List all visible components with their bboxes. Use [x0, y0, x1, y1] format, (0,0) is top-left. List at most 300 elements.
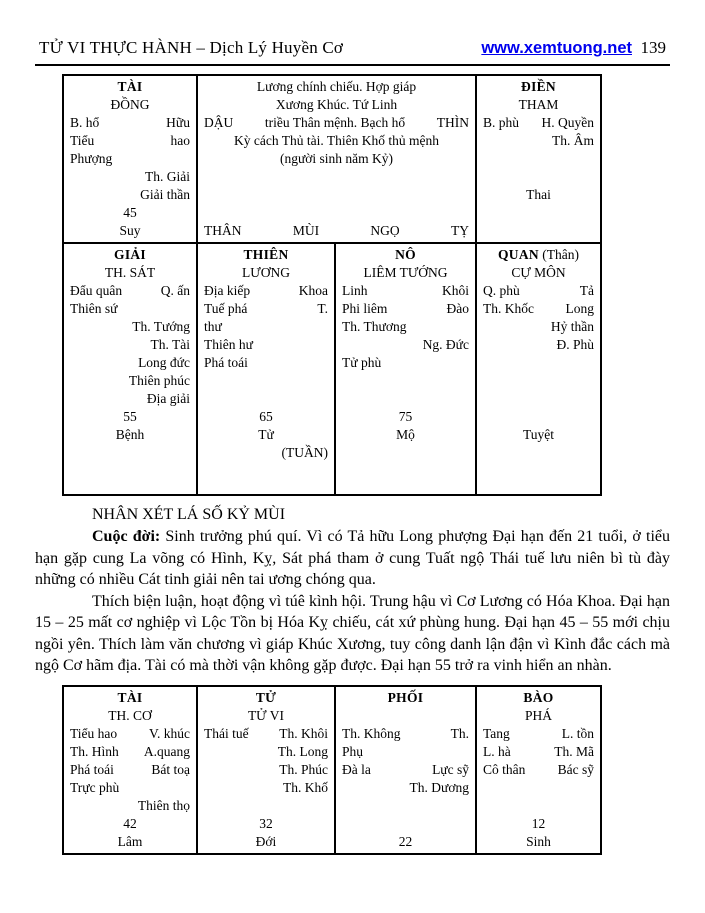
cell-text-center [204, 779, 283, 797]
analysis-section [35, 504, 670, 677]
cell-text-center: 55 [123, 409, 137, 424]
cell-text-right: V. khúc [148, 725, 190, 741]
cell-text-center [511, 743, 555, 761]
cell-line [342, 354, 469, 372]
cell-line [70, 246, 190, 264]
cell-text-center: Tử [258, 427, 274, 442]
cell-text-right: Giải thần [140, 187, 190, 202]
cell-text-center [483, 372, 594, 390]
cell-text-center [117, 725, 149, 743]
cell-line [483, 390, 594, 408]
cell-text-left: Đà la [342, 761, 371, 777]
cell-line [342, 426, 469, 444]
cell-text-center: TH. CƠ [108, 707, 152, 723]
cell-text-center [70, 797, 138, 815]
cell-text-center [406, 318, 469, 336]
cell-line [204, 114, 469, 132]
cell-text-right: Bác sỹ [557, 761, 594, 777]
cell-text-center: 32 [259, 815, 273, 831]
cell-line [204, 444, 328, 462]
cell-text-center [387, 300, 446, 318]
cell-line [204, 372, 328, 390]
cell-line [483, 264, 594, 282]
cell-text-center [342, 372, 469, 390]
cell-line [483, 797, 594, 815]
cell-line [204, 354, 328, 372]
cell-line [483, 408, 594, 426]
cell-text-center [371, 761, 432, 779]
cell-text-center: 75 [398, 409, 413, 424]
cell-text-center: TH. SÁT [104, 265, 156, 280]
cell-line [70, 336, 190, 354]
cell-line [70, 408, 190, 426]
cell-line [204, 78, 469, 96]
book-title: TỬ VI THỰC HÀNH – Dịch Lý Huyền Cơ [39, 38, 344, 57]
cell-text-center [70, 186, 140, 204]
cell-line [483, 336, 594, 354]
website-link[interactable]: www.xemtuong.net [481, 39, 632, 57]
cell-text-right: Th. Giải [145, 169, 190, 184]
cell-text-center [117, 300, 190, 318]
chart-cell-thien-luong [196, 244, 334, 494]
cell-line [483, 354, 594, 372]
cell-line [70, 833, 190, 851]
cell-text-center: TÀI [117, 79, 143, 94]
cell-text-center [342, 707, 469, 725]
cell-text-center: TỬ [255, 689, 277, 705]
cell-text-center [122, 282, 161, 300]
cell-line [70, 743, 190, 761]
cell-line [483, 150, 594, 168]
cell-text-center [520, 282, 580, 300]
cell-line [483, 761, 594, 779]
cell-text-right: Hữu [166, 115, 190, 130]
cell-text-center [510, 725, 562, 743]
cell-text-right: Long đức [138, 355, 190, 370]
cell-line [70, 707, 190, 725]
cell-text-right: hao [170, 133, 190, 148]
cell-line [483, 426, 594, 444]
cell-text-center: TỬ VI [247, 707, 285, 723]
cell-line [204, 797, 328, 815]
cell-line [342, 318, 469, 336]
cell-line [342, 779, 469, 797]
cell-line [70, 372, 190, 390]
chart-cell-no-liem-tuong [334, 244, 475, 494]
cell-text-center: PHÁ [524, 707, 552, 723]
cell-line [342, 725, 469, 743]
cell-line [70, 114, 190, 132]
analysis-paragraph-2 [35, 591, 670, 677]
cell-line [204, 204, 469, 222]
cell-line [70, 797, 190, 815]
cell-text-center: LƯƠNG [242, 265, 290, 280]
cell-text-center: CỰ MÔN [511, 265, 566, 280]
cell-text-right: Hỷ thần [550, 319, 594, 334]
cell-text-right: (TUẦN) [281, 445, 328, 460]
cell-text-left: Tử phù [342, 355, 382, 370]
cell-text-center: Lương chính chiếu. Hợp giáp [256, 79, 417, 94]
cell-text-left: Phi liêm [342, 301, 388, 316]
cell-text-center: Mộ [396, 427, 415, 442]
cell-text-center [204, 372, 328, 390]
branch-label: NGỌ [370, 223, 400, 238]
analysis-paragraph-1 [35, 526, 670, 591]
cell-text-center: Đới [255, 833, 277, 849]
cell-line [70, 150, 190, 168]
page-number-value: 139 [640, 38, 666, 57]
cell-text-center [249, 725, 280, 743]
header-right [481, 38, 666, 58]
cell-text-left: Phụ [342, 743, 364, 759]
cell-text-right: Th. Dương [409, 779, 469, 795]
cell-text-left: Q. phù [483, 283, 520, 298]
cell-text-left: L. hà [483, 743, 511, 759]
cell-text-center [70, 390, 147, 408]
branch-label: TỴ [450, 223, 469, 238]
cell-line [483, 168, 594, 186]
cell-text-center: ĐIỀN [521, 79, 556, 94]
cell-text-center [204, 390, 328, 408]
cell-text-center [112, 150, 190, 168]
cell-line [204, 743, 328, 761]
cell-line [70, 78, 190, 96]
cell-line [204, 725, 328, 743]
cell-line [204, 282, 328, 300]
cell-line [70, 725, 190, 743]
cell-line [70, 354, 190, 372]
cell-line [204, 186, 469, 204]
cell-text-center [483, 797, 594, 815]
cell-text-center [483, 779, 594, 797]
cell-text-left: Th. Thương [342, 319, 407, 334]
chart-cell-center-notes [196, 76, 475, 242]
cell-text-center [99, 114, 166, 132]
cell-line [342, 336, 469, 354]
cell-text-center [342, 797, 469, 815]
cell-line [342, 246, 469, 264]
cell-text-center [204, 797, 328, 815]
cell-line [483, 96, 594, 114]
cell-text-right: Th. Mã [554, 743, 594, 759]
cell-text-right: Ng. Đức [422, 337, 469, 352]
cell-text-center [253, 336, 328, 354]
cell-text-left: Địa kiếp [204, 283, 251, 298]
cell-line [204, 426, 328, 444]
chart-cell-bao-pha [475, 687, 600, 853]
chart-cell-phoi [334, 687, 475, 853]
cell-line [483, 300, 594, 318]
cell-line [70, 282, 190, 300]
cell-text-center [119, 743, 144, 761]
cell-line [342, 408, 469, 426]
cell-text-center: NÔ [395, 247, 416, 262]
cell-text-center: triều Thân mệnh. Bạch hổ [264, 115, 406, 130]
cell-text-center: Lâm [117, 833, 143, 849]
cell-text-center [70, 168, 145, 186]
cell-line [483, 689, 594, 707]
cell-text-right: A.quang [143, 743, 190, 759]
cell-line [204, 390, 328, 408]
cell-text-left: Tiểu hao [70, 725, 118, 741]
cell-line [204, 132, 469, 150]
cell-text-center [534, 300, 566, 318]
cell-text-left: Thiên hư [204, 337, 253, 352]
cell-text-center [247, 300, 317, 318]
upper-chart-row-1 [64, 76, 600, 242]
cell-text-center [342, 779, 410, 797]
cell-line [342, 815, 469, 833]
cell-line [483, 372, 594, 390]
cell-line [70, 761, 190, 779]
cell-text-center [114, 761, 152, 779]
cell-text-left: Tang [483, 725, 510, 741]
cell-line [70, 426, 190, 444]
cell-text-center: BÀO [523, 689, 554, 705]
cell-line [70, 96, 190, 114]
cell-text-left: B. hổ [70, 115, 100, 130]
cell-text-center: GIẢI [114, 247, 146, 262]
cell-line [70, 264, 190, 282]
cell-text-right: Khôi [442, 283, 469, 298]
cell-text-center: Tuyệt [522, 427, 554, 442]
cell-text-center [483, 132, 552, 150]
cell-line [483, 815, 594, 833]
cell-text-left: Cô thân [483, 761, 526, 777]
cell-text-right: Th. Âm [552, 133, 594, 148]
cell-text-center [94, 132, 170, 150]
paragraph-1-text: Sinh trưởng phú quí. Vì có Tả hữu Long phượng Đại hạn đến 21 tuổi, ở tiểu hạn gặp cung La võng có Hình, Kỵ, Sát phá tham ở cung Tuất ngộ Thái tuế lưu niên bì tù đày những có nhiều Cát tinh giải nên tai ương chóng qua. [35, 528, 670, 588]
cell-line [342, 282, 469, 300]
cell-text-right: THÌN [436, 115, 469, 130]
cell-line [70, 815, 190, 833]
cell-text-left: Th. Khốc [483, 301, 534, 316]
cell-line [70, 689, 190, 707]
cell-line [70, 318, 190, 336]
chart-cell-dien-tham [475, 76, 600, 242]
cell-line [483, 743, 594, 761]
cell-line [204, 336, 328, 354]
cell-text-right: Tả [579, 283, 594, 298]
cell-line [204, 150, 469, 168]
cell-text-center [248, 354, 328, 372]
page-number [636, 38, 666, 57]
cell-line [70, 132, 190, 150]
cell-text-center [222, 318, 328, 336]
cell-text-center: Thai [526, 187, 551, 202]
cell-text-right: Th. Phúc [279, 761, 328, 777]
cell-text-center [119, 779, 190, 797]
cell-text-right: Q. ấn [160, 283, 190, 298]
branch-label: MÙI [292, 223, 320, 238]
paragraph-2-text: Thích biện luận, hoạt động vì túê kình hội. Trung hậu vì Cơ Lương có Hóa Khoa. Đại hạn 15 – 25 mất cơ nghiệp vì Lộc Tồn bị Hóa Kỵ chiếu, cát xứ phùng hung. Đại hạn 45 – 55 mới chịu ngồi yên. Thích làm văn chương vì giáp Khúc Xương, tuy công danh lận đận vì Kình đắc cách mà ngộ Cơ hãm địa. Tài có mà thời vận không gặp được. Đại hạn 55 trở ra vinh hiển an nhàn. [35, 592, 670, 674]
cell-text-left: Phượng [70, 151, 113, 166]
page-header [35, 30, 670, 64]
cell-text-center [483, 336, 556, 354]
cell-text-right: Th. Tướng [132, 319, 190, 334]
cell-text-center [363, 743, 469, 761]
cell-text-right: Thiên thọ [137, 797, 190, 813]
lower-chart-row-1 [64, 687, 600, 853]
cell-text-center [204, 204, 469, 222]
cell-line [483, 725, 594, 743]
cell-line [342, 372, 469, 390]
cell-text-left: Phá toái [204, 355, 248, 370]
cell-text-center [342, 336, 423, 354]
cell-text-center: Bệnh [115, 427, 145, 442]
cell-text-center: TÀI [117, 689, 143, 705]
paragraph-lead-label: Cuộc đời: [92, 528, 161, 545]
cell-line [204, 222, 469, 240]
cell-text-center [483, 168, 594, 186]
cell-text-center: THAM [518, 97, 559, 112]
branch-label: THÂN [204, 223, 242, 238]
analysis-heading: NHÂN XÉT LÁ SỐ KỶ MÙI [92, 506, 286, 523]
cell-text-center: (người sinh năm Kỷ) [279, 151, 394, 166]
cell-line [483, 282, 594, 300]
cell-text-right: Thiên phúc [128, 373, 190, 388]
tuvi-chart-lower [62, 685, 602, 855]
cell-line [204, 815, 328, 833]
cell-text-right: Th. Khôi [279, 725, 328, 741]
cell-line [483, 779, 594, 797]
cell-line [204, 318, 328, 336]
cell-text-right: H. Quyền [541, 115, 594, 130]
cell-text-center [483, 354, 594, 372]
cell-text-center: 22 [398, 833, 413, 849]
cell-text-center [401, 725, 451, 743]
cell-text-center [483, 390, 594, 408]
cell-text-left: Đẩu quân [70, 283, 123, 298]
cell-text-center [483, 318, 551, 336]
cell-text-right: Th. Long [277, 743, 328, 759]
cell-text-right: Địa giải [146, 391, 190, 406]
cell-text-left: Th. Không [342, 725, 401, 741]
cell-line [204, 300, 328, 318]
cell-line [342, 390, 469, 408]
cell-text-center [204, 186, 469, 204]
cell-text-center [204, 168, 469, 186]
cell-line [204, 833, 328, 851]
cell-text-center: 65 [259, 409, 273, 424]
cell-line [483, 833, 594, 851]
cell-text-center [204, 761, 279, 779]
cell-line [342, 761, 469, 779]
cell-line [70, 204, 190, 222]
cell-text-left: Thiên sứ [70, 301, 118, 316]
cell-text-center [70, 372, 129, 390]
cell-text-right: Long [565, 301, 594, 316]
cell-text-left: DẬU [204, 115, 234, 130]
cell-line [342, 833, 469, 851]
cell-text-center [368, 282, 443, 300]
tuvi-chart-upper [62, 74, 602, 496]
cell-text-center: 12 [531, 815, 546, 831]
chart-cell-giai-th-sat [64, 244, 196, 494]
cell-line [70, 390, 190, 408]
cell-text-center [381, 354, 469, 372]
cell-line [342, 707, 469, 725]
cell-text-left: Tiểu [70, 133, 95, 148]
cell-text-right: Đào [446, 301, 469, 316]
cell-text-center [204, 743, 278, 761]
cell-text-center: 45 [123, 205, 137, 220]
cell-line [204, 408, 328, 426]
cell-line [70, 779, 190, 797]
cell-text-center: 42 [123, 815, 137, 831]
cell-text-left: thư [204, 319, 222, 334]
cell-text-right: Đ. Phù [556, 337, 594, 352]
cell-text-center: Suy [119, 223, 141, 238]
cell-line [483, 318, 594, 336]
cell-line [342, 264, 469, 282]
cell-line [204, 761, 328, 779]
cell-text-right: Khoa [298, 283, 328, 298]
cell-line [342, 743, 469, 761]
chart-cell-quan-cu-mon [475, 244, 600, 494]
cell-line [70, 222, 190, 240]
cell-line [204, 264, 328, 282]
cell-text-center: Sinh [526, 833, 551, 849]
cell-text-left: Thái tuế [204, 725, 249, 741]
cell-text-right: Th. Khố [283, 779, 328, 795]
cell-text-right: L. tồn [561, 725, 594, 741]
upper-chart-row-2 [64, 242, 600, 494]
chart-cell-tai-th-co [64, 687, 196, 853]
cell-text-right: Th. [450, 725, 469, 741]
cell-text-center [519, 114, 541, 132]
cell-text-right: Lực sỹ [432, 761, 469, 777]
cell-line [483, 114, 594, 132]
chart-cell-tu-tu-vi [196, 687, 334, 853]
cell-text-center [483, 408, 594, 426]
cell-text-center [342, 390, 469, 408]
cell-text-center [525, 761, 557, 779]
cell-text-center [250, 282, 299, 300]
cell-text-center: QUAN (Thân) [497, 247, 580, 262]
header-divider [35, 64, 670, 66]
cell-text-left: Trực phù [70, 779, 120, 795]
cell-text-center: THIÊN [243, 247, 289, 262]
cell-text-left: B. phù [483, 115, 520, 130]
cell-text-center: Xương Khúc. Tứ Linh [275, 97, 398, 112]
cell-text-center: Kỳ cách Thủ tài. Thiên Khố thủ mệnh [234, 133, 439, 148]
cell-line [483, 707, 594, 725]
chart-cell-tai-dong [64, 76, 196, 242]
cell-line [342, 300, 469, 318]
cell-line [342, 689, 469, 707]
cell-line [342, 797, 469, 815]
cell-line [483, 78, 594, 96]
cell-text-left: Linh [342, 283, 368, 298]
cell-text-center [70, 354, 138, 372]
cell-text-left: Phá toái [70, 761, 114, 777]
cell-line [70, 186, 190, 204]
cell-line [204, 689, 328, 707]
cell-text-right: T. [317, 301, 328, 316]
cell-text-center: LIÊM TƯỚNG [363, 265, 448, 280]
cell-line [483, 186, 594, 204]
cell-line [204, 168, 469, 186]
cell-text-right: Th. Tài [150, 337, 190, 352]
cell-text-center: ĐỒNG [110, 97, 150, 112]
cell-text-center: PHỐI [387, 689, 424, 705]
cell-text-center [342, 815, 469, 833]
cell-text-center [204, 444, 282, 462]
cell-line [204, 96, 469, 114]
cell-line [483, 132, 594, 150]
cell-text-center [70, 336, 151, 354]
